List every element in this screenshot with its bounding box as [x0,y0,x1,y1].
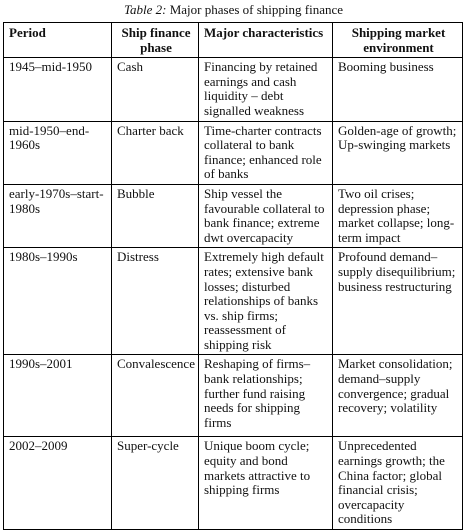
cell-characteristics: Time-charter contracts collateral to bank finance; enhanced role of banks [199,121,333,184]
cell-phase: Distress [112,248,199,355]
cell-environment: Booming business [333,58,463,121]
table-caption-title: Major phases of shipping finance [169,2,344,17]
header-characteristics: Major characteristics [199,23,333,58]
cell-characteristics: Reshaping of firms–bank relationships; further fund raising needs for shipping firms [199,355,333,437]
cell-period: mid-1950–end-1960s [4,121,112,184]
cell-characteristics: Financing by retained earnings and cash liquidity – debt signalled weakness [199,58,333,121]
header-phase: Ship finance phase [112,23,199,58]
table-row [4,248,463,355]
cell-period: 1945–mid-1950 [4,58,112,121]
table-header-row [4,23,463,58]
cell-phase: Charter back [112,121,199,184]
cell-environment: Market consolidation; demand–supply convergence; gradual recovery; volatility [333,355,463,437]
cell-period: 2002–2009 [4,437,112,530]
shipping-finance-table [3,22,463,530]
cell-characteristics: Extremely high default rates; extensive bank losses; disturbed relationships of banks vs. ship firms; reassessment of shipping risk [199,248,333,355]
table-caption-label: Table 2: [123,2,167,17]
cell-environment: Unprecedented earnings growth; the China factor; global financial crisis; overcapacity conditions [333,437,463,530]
cell-period: 1980s–1990s [4,248,112,355]
table-row [4,437,463,530]
table-row [4,355,463,437]
header-period: Period [4,23,112,58]
cell-environment: Golden-age of growth; Up-swinging markets [333,121,463,184]
table-caption [0,2,467,18]
cell-phase: Convalescence [112,355,199,437]
table-row [4,121,463,184]
cell-environment: Profound demand–supply disequilibrium; business restructuring [333,248,463,355]
table-row [4,184,463,247]
cell-period: 1990s–2001 [4,355,112,437]
cell-phase: Super-cycle [112,437,199,530]
cell-phase: Cash [112,58,199,121]
cell-period: early-1970s–start-1980s [4,184,112,247]
header-environment: Shipping market environment [333,23,463,58]
cell-phase: Bubble [112,184,199,247]
cell-environment: Two oil crises; depression phase; market collapse; long-term impact [333,184,463,247]
cell-characteristics: Unique boom cycle; equity and bond markets attractive to shipping firms [199,437,333,530]
table-row [4,58,463,121]
cell-characteristics: Ship vessel the favourable collateral to bank finance; extreme dwt overcapacity [199,184,333,247]
